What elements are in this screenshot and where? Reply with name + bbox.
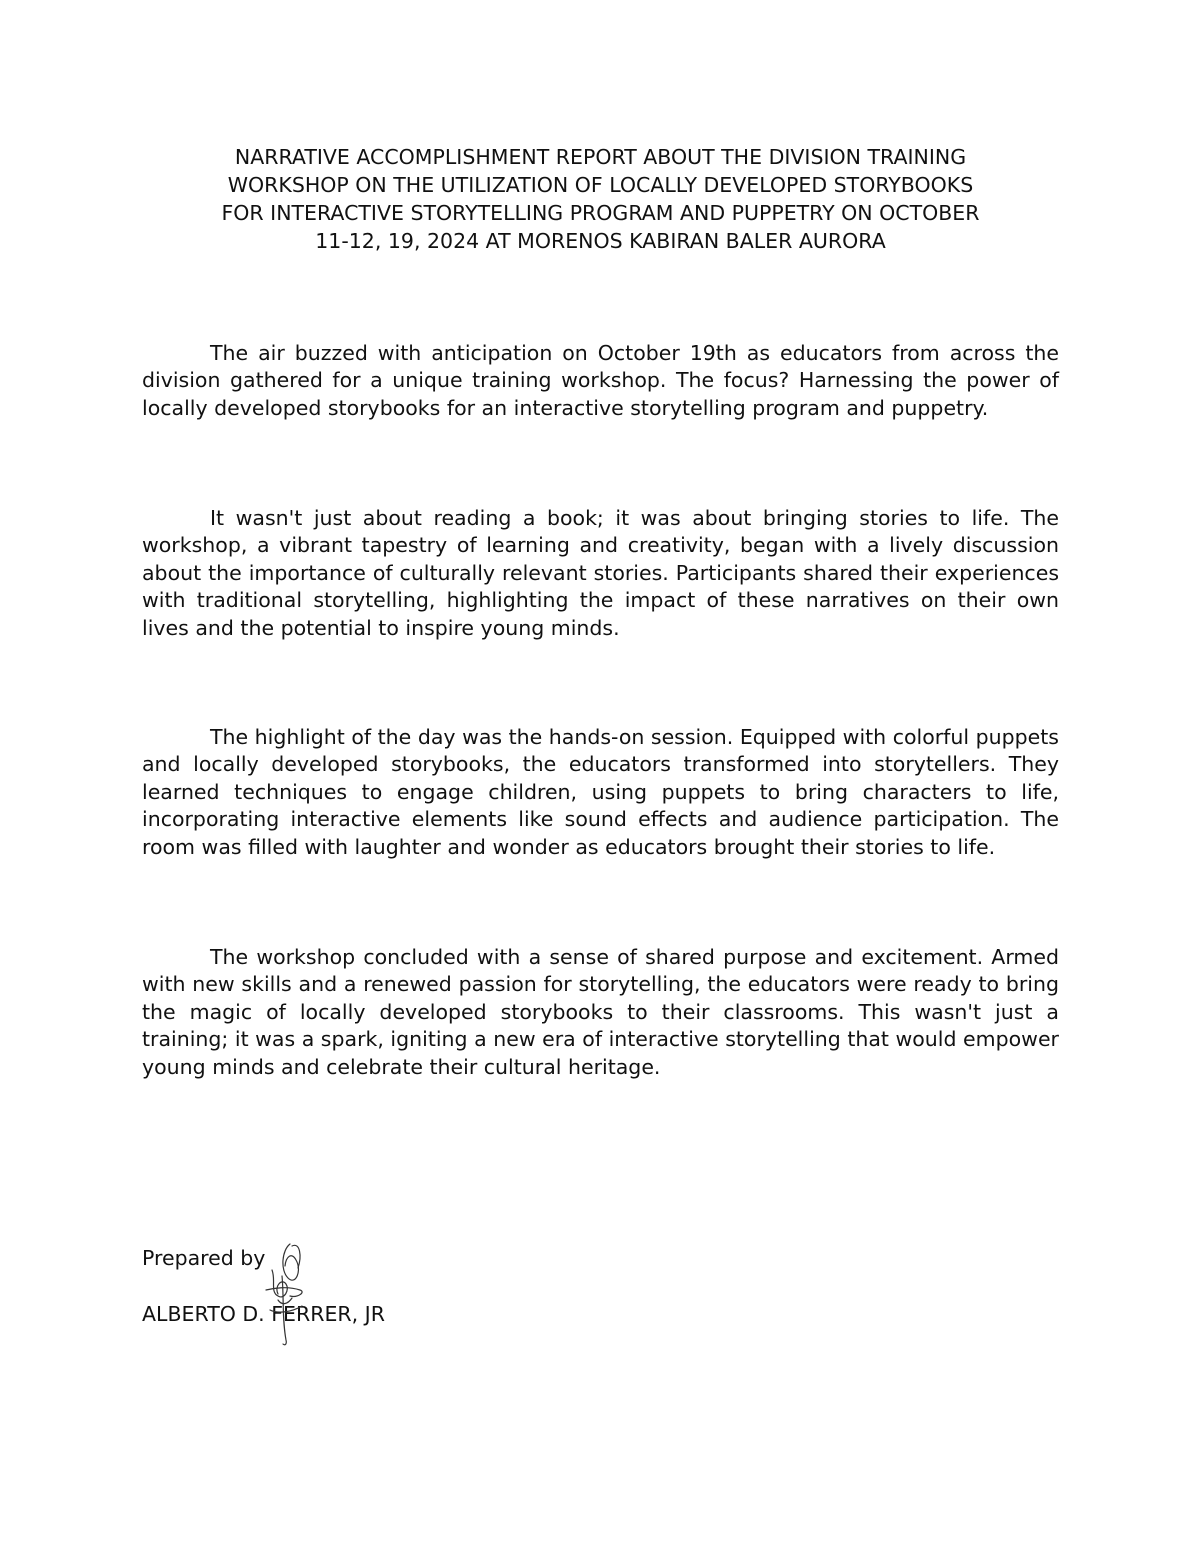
signature-icon (252, 1240, 322, 1350)
title-line: FOR INTERACTIVE STORYTELLING PROGRAM AND PUPPETRY ON OCTOBER (221, 201, 980, 225)
prepared-by-label: Prepared by (142, 1246, 266, 1270)
title-line: WORKSHOP ON THE UTILIZATION OF LOCALLY DEVELOPED STORYBOOKS (227, 173, 974, 197)
body-paragraph: The air buzzed with anticipation on October 19th as educators from across the division gathered for a unique training workshop. The focus? Harnessing the power of locally developed storybooks for an interactive storytelling program and puppetry. (142, 341, 1059, 420)
title-line: 11-12, 19, 2024 AT MORENOS KABIRAN BALER AURORA (315, 229, 886, 253)
report-title (142, 143, 1059, 255)
title-line: NARRATIVE ACCOMPLISHMENT REPORT ABOUT THE DIVISION TRAINING (234, 145, 967, 169)
body-paragraph: The highlight of the day was the hands-on session. Equipped with colorful puppets and locally developed storybooks, the educators transformed into storytellers. They learned techniques to engage children, using puppets to bring characters to life, incorporating interactive elements like sound effects and audience participation. The room was filled with laughter and wonder as educators brought their stories to life. (142, 725, 1059, 859)
preparer-name: ALBERTO D. FERRER, JR (142, 1302, 385, 1326)
body-paragraph: It wasn't just about reading a book; it was about bringing stories to life. The workshop, a vibrant tapestry of learning and creativity, began with a lively discussion about the importance of culturally relevant stories. Participants shared their experiences with traditional storytelling, highlighting the impact of these narratives on their own lives and the potential to inspire young minds. (142, 506, 1059, 640)
body-paragraph: The workshop concluded with a sense of shared purpose and excitement. Armed with new skills and a renewed passion for storytelling, the educators were ready to bring the magic of locally developed storybooks to their classrooms. This wasn't just a training; it was a spark, igniting a new era of interactive storytelling that would empower young minds and celebrate their cultural heritage. (142, 945, 1059, 1079)
